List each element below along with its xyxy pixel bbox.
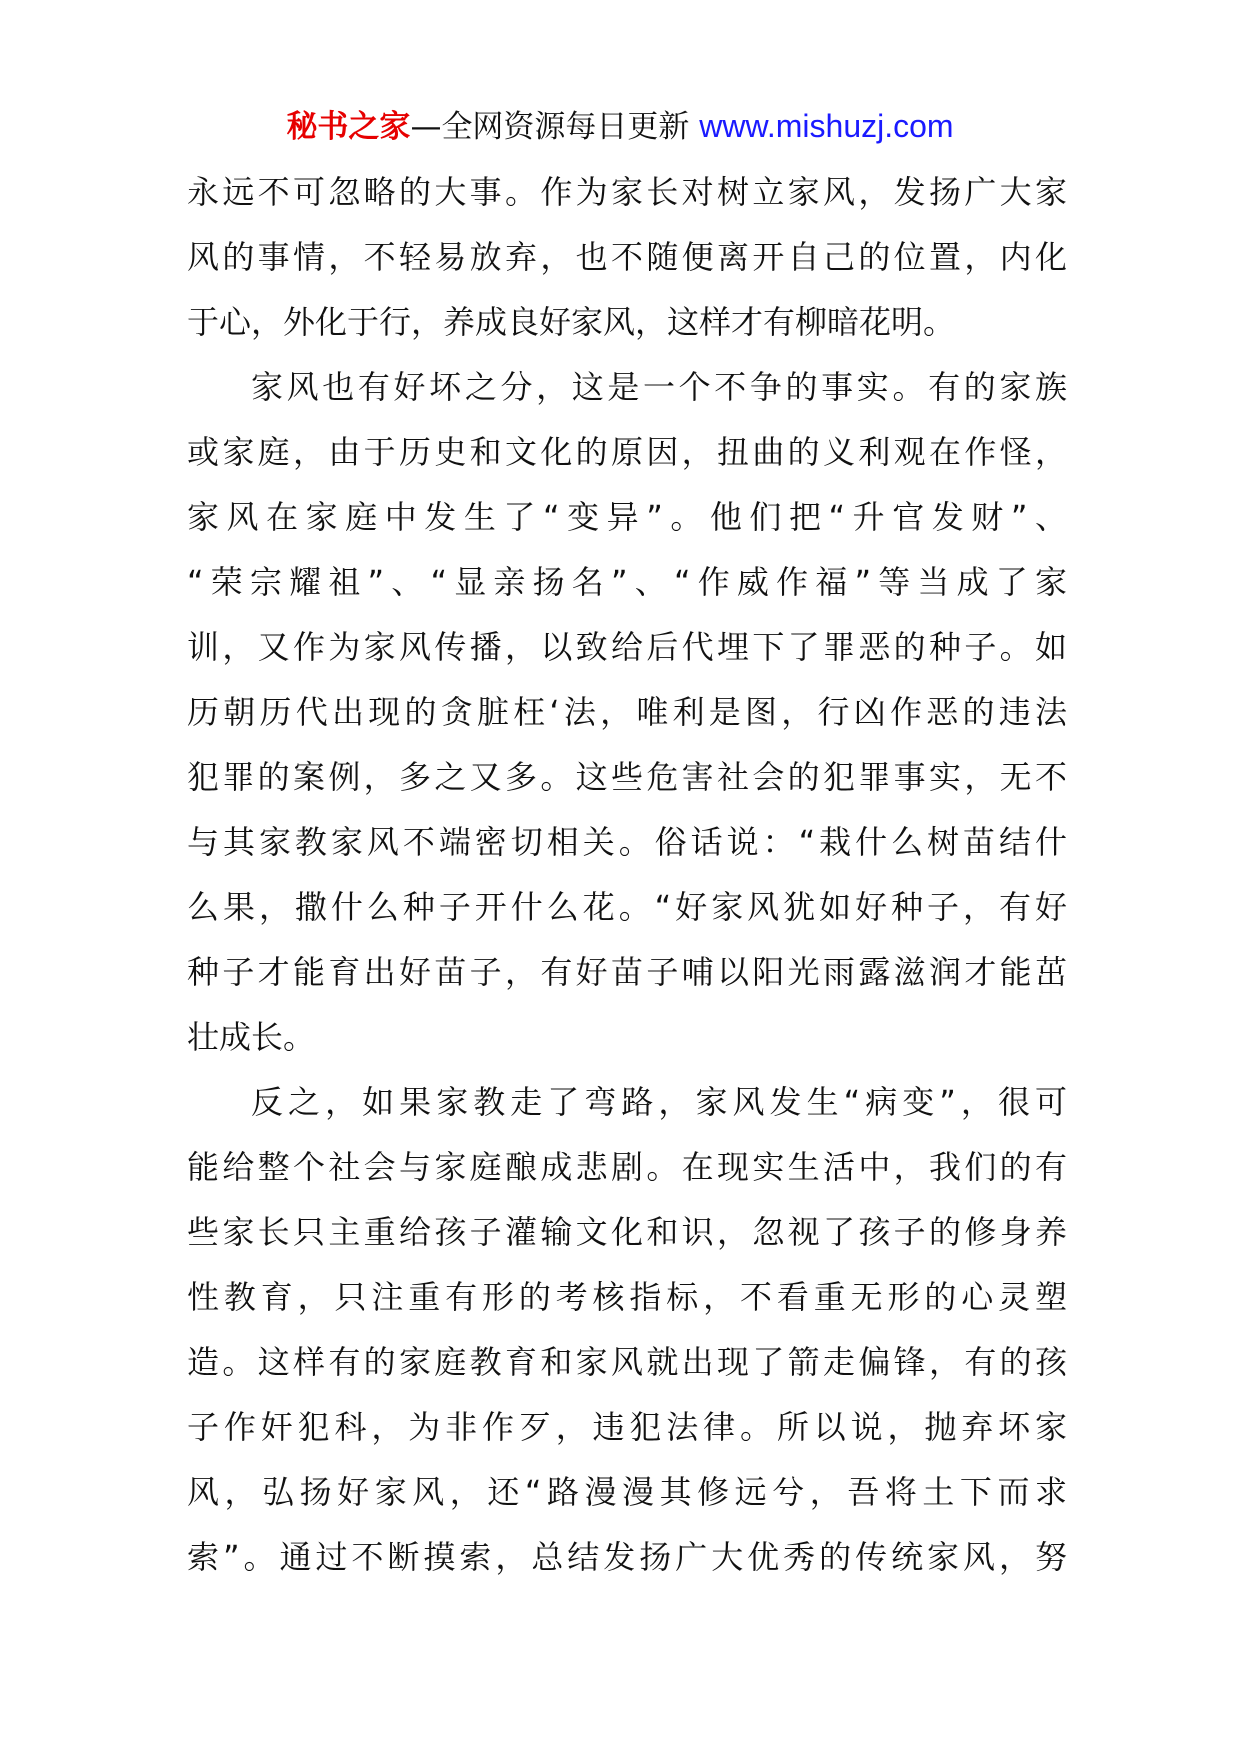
text-line: 风，弘扬好家风，还“路漫漫其修远兮，吾将土下而求 (187, 1473, 1067, 1511)
text-line: 壮成长。 (187, 1018, 316, 1056)
text-line: “荣宗耀祖”、“显亲扬名”、“作威作福”等当成了家 (187, 563, 1067, 601)
header-brand: 秘书之家 (286, 109, 411, 145)
text-line: 训，又作为家风传播，以致给后代埋下了罪恶的种子。如 (187, 628, 1067, 666)
paragraph-first-line: 家风也有好坏之分，这是一个不争的事实。有的家族 (251, 368, 1067, 406)
header-url-link[interactable]: www.mishuzj.com (699, 108, 954, 144)
header-slogan: —全网资源每日更新 (410, 109, 700, 145)
text-line: 性教育，只注重有形的考核指标，不看重无形的心灵塑 (187, 1278, 1067, 1316)
text-line: 永远不可忽略的大事。作为家长对树立家风，发扬广大家 (187, 173, 1067, 211)
text-line: 于心，外化于行，养成良好家风，这样才有柳暗花明。 (187, 303, 956, 341)
text-line: 风的事情，不轻易放弃，也不随便离开自己的位置，内化 (187, 238, 1067, 276)
text-line: 子作奸犯科，为非作歹，违犯法律。所以说，抛弃坏家 (187, 1408, 1067, 1446)
text-line: 与其家教家风不端密切相关。俗话说：“栽什么树苗结什 (187, 823, 1067, 861)
text-line: 家风在家庭中发生了“变异”。他们把“升官发财”、 (187, 498, 1067, 536)
text-line: 么果，撒什么种子开什么花。“好家风犹如好种子，有好 (187, 888, 1067, 926)
paragraph-first-line: 反之，如果家教走了弯路，家风发生“病变”，很可 (251, 1083, 1067, 1121)
body-text (187, 160, 1067, 1590)
text-line: 种子才能育出好苗子，有好苗子哺以阳光雨露滋润才能茁 (187, 953, 1067, 991)
text-line: 或家庭，由于历史和文化的原因，扭曲的义利观在作怪， (187, 433, 1067, 471)
text-line: 索”。通过不断摸索，总结发扬广大优秀的传统家风，努 (187, 1538, 1067, 1576)
text-line: 些家长只主重给孩子灌输文化和识，忽视了孩子的修身养 (187, 1213, 1067, 1251)
page-header (0, 104, 1240, 149)
text-line: 历朝历代出现的贪脏枉‘法，唯利是图，行凶作恶的违法 (187, 693, 1067, 731)
text-line: 能给整个社会与家庭酿成悲剧。在现实生活中，我们的有 (187, 1148, 1067, 1186)
text-line: 犯罪的案例，多之又多。这些危害社会的犯罪事实，无不 (187, 758, 1067, 796)
text-line: 造。这样有的家庭教育和家风就出现了箭走偏锋，有的孩 (187, 1343, 1067, 1381)
